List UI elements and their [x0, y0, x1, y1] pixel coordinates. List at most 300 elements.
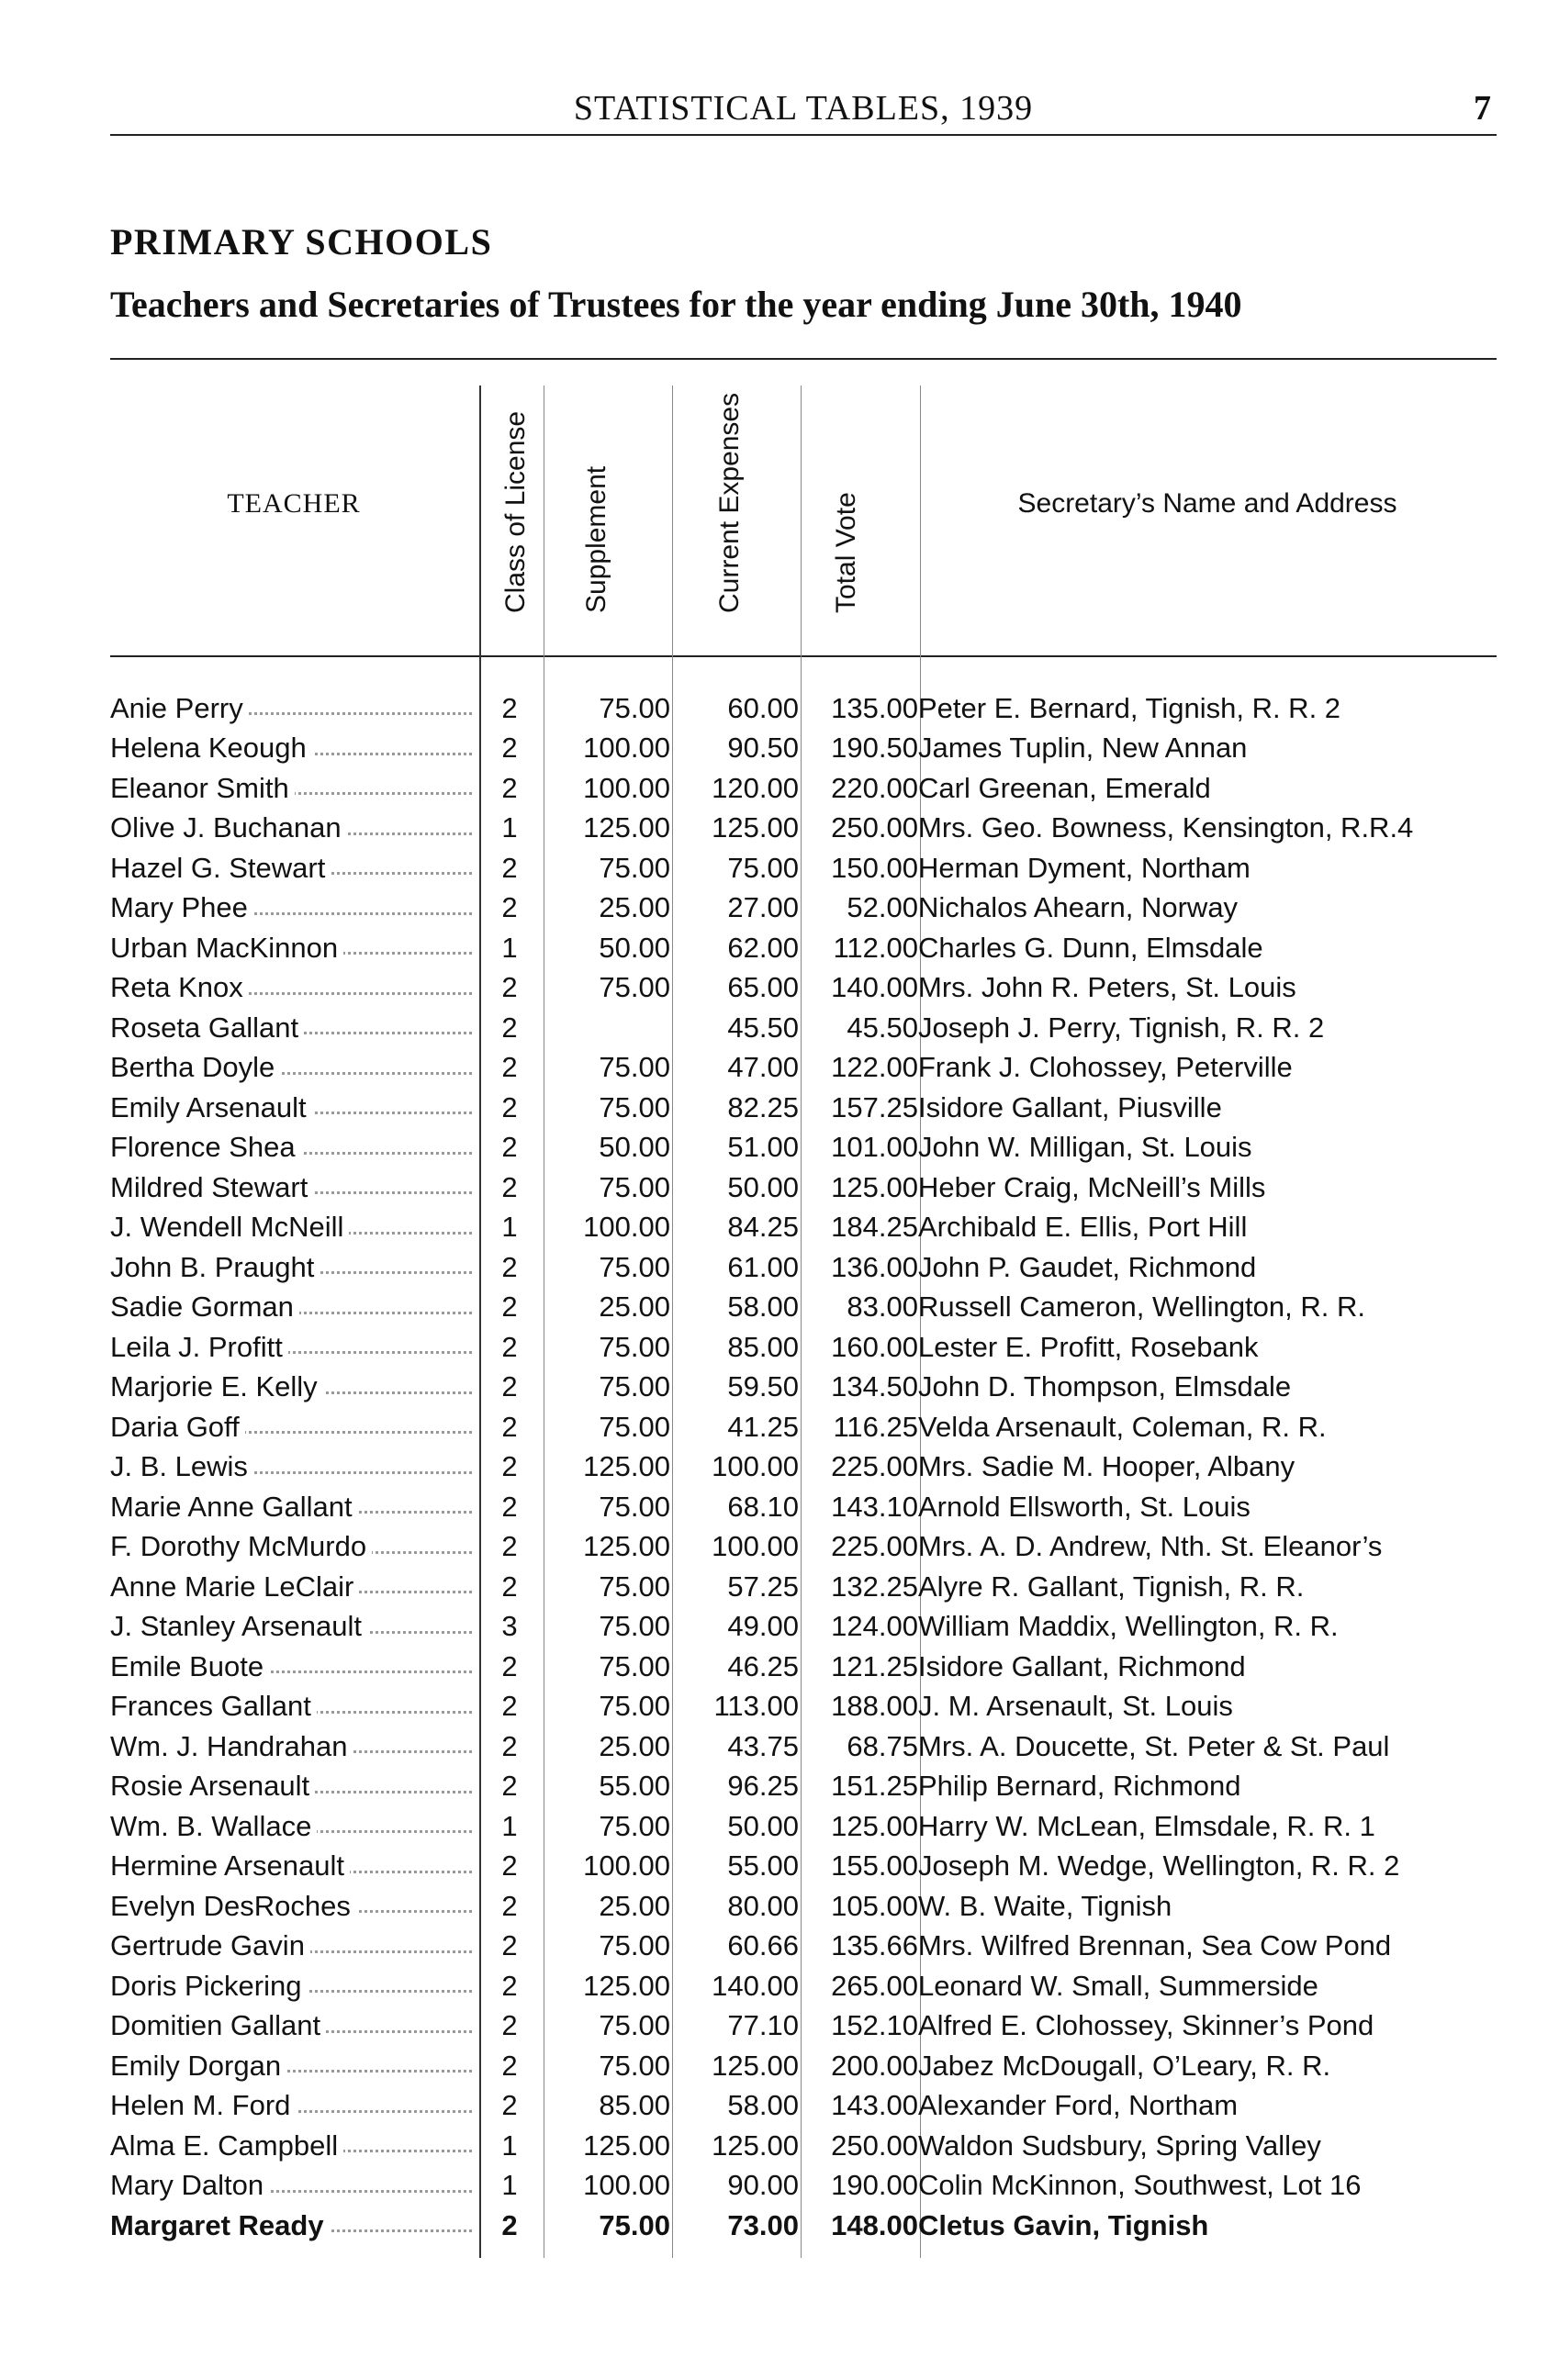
expenses-cell: 50.00: [727, 1170, 799, 1203]
class-cell: 2: [501, 1969, 518, 2002]
teacher-cell: [110, 1927, 477, 1967]
teacher-name: John B. Praught: [110, 1251, 320, 1283]
teacher-cell: [110, 1726, 477, 1767]
supplement-cell: 125.00: [583, 1450, 670, 1483]
table-row: [110, 1767, 1506, 1807]
expenses-cell: 60.00: [727, 691, 799, 724]
table-row: [110, 1687, 1506, 1727]
table-row: [110, 768, 1506, 809]
teacher-name: Marie Anne Gallant: [110, 1491, 358, 1523]
supplement-cell: 25.00: [599, 1729, 670, 1762]
expenses-cell: 68.10: [727, 1490, 799, 1523]
total-vote-cell: 132.25: [831, 1570, 918, 1603]
teacher-cell: [110, 809, 477, 849]
total-vote-cell: 225.00: [831, 1530, 918, 1563]
teacher-name: Roseta Gallant: [110, 1011, 304, 1044]
table-row: [110, 1168, 1506, 1208]
expenses-cell: 27.00: [727, 891, 799, 924]
expenses-cell: 125.00: [712, 2129, 799, 2162]
secretary-cell: W. B. Waite, Tignish: [918, 1889, 1172, 1922]
supplement-cell: 25.00: [599, 1889, 670, 1922]
secretary-cell: Mrs. John R. Peters, St. Louis: [918, 971, 1296, 1004]
teacher-cell: [110, 2206, 477, 2246]
total-vote-cell: 125.00: [831, 1809, 918, 1842]
total-vote-cell: 160.00: [831, 1330, 918, 1363]
teacher-cell: [110, 1567, 477, 1607]
class-cell: 2: [501, 1929, 518, 1962]
teacher-cell: [110, 1487, 477, 1527]
teacher-cell: [110, 1447, 477, 1488]
teacher-name: Mildred Stewart: [110, 1171, 313, 1203]
class-cell: 2: [501, 732, 518, 765]
total-vote-cell: 136.00: [831, 1250, 918, 1283]
teacher-cell: [110, 688, 477, 729]
table-row: [110, 2126, 1506, 2166]
secretary-cell: J. M. Arsenault, St. Louis: [918, 1690, 1233, 1723]
supplement-cell: 75.00: [599, 971, 670, 1004]
secretary-cell: Mrs. Sadie M. Hooper, Albany: [918, 1450, 1295, 1483]
table-row: [110, 1527, 1506, 1568]
expenses-cell: 113.00: [713, 1690, 799, 1723]
supplement-cell: 125.00: [583, 1969, 670, 2002]
total-vote-cell: 68.75: [847, 1729, 918, 1762]
teacher-name: Anne Marie LeClair: [110, 1570, 359, 1603]
secretary-cell: Mrs. Wilfred Brennan, Sea Cow Pond: [918, 1929, 1392, 1962]
expenses-cell: 57.25: [727, 1570, 799, 1603]
total-vote-cell: 122.00: [831, 1051, 918, 1084]
total-vote-cell: 143.10: [831, 1490, 918, 1523]
class-cell: 1: [501, 2129, 518, 2162]
class-cell: 2: [501, 1570, 518, 1603]
class-cell: 2: [501, 891, 518, 924]
class-cell: 2: [501, 2089, 518, 2122]
teacher-cell: [110, 1208, 477, 1248]
supplement-cell: 100.00: [583, 1849, 670, 1883]
secretary-cell: Velda Arsenault, Coleman, R. R.: [918, 1410, 1327, 1443]
teacher-name: J. Stanley Arsenault: [110, 1610, 367, 1642]
table-row: [110, 1567, 1506, 1607]
teacher-cell: [110, 1247, 477, 1288]
supplement-cell: 55.00: [599, 1770, 670, 1803]
expenses-cell: 61.00: [727, 1250, 799, 1283]
supplement-cell: 100.00: [583, 771, 670, 804]
total-vote-cell: 157.25: [831, 1090, 918, 1123]
secretary-cell: Lester E. Profitt, Rosebank: [918, 1330, 1259, 1363]
class-cell: 2: [501, 1370, 518, 1403]
secretary-cell: John W. Milligan, St. Louis: [918, 1131, 1252, 1164]
supplement-cell: 75.00: [599, 1250, 670, 1283]
supplement-cell: 75.00: [599, 1809, 670, 1842]
teacher-name: Wm. J. Handrahan: [110, 1730, 353, 1762]
table-row: [110, 1726, 1506, 1767]
teacher-cell: [110, 1048, 477, 1089]
teacher-cell: [110, 1088, 477, 1128]
expenses-cell: 50.00: [727, 1809, 799, 1842]
supplement-cell: 75.00: [599, 1570, 670, 1603]
teacher-name: Sadie Gorman: [110, 1291, 299, 1323]
expenses-cell: 75.00: [727, 851, 799, 884]
total-vote-cell: 134.50: [831, 1370, 918, 1403]
table-row: [110, 1008, 1506, 1048]
table-row: [110, 729, 1506, 769]
table-row: [110, 2166, 1506, 2207]
expenses-cell: 59.50: [727, 1370, 799, 1403]
table-row: [110, 688, 1506, 729]
teacher-cell: [110, 2046, 477, 2086]
teacher-name: J. B. Lewis: [110, 1450, 253, 1482]
secretary-cell: Frank J. Clohossey, Peterville: [918, 1051, 1293, 1084]
expenses-cell: 41.25: [727, 1410, 799, 1443]
header-class-of-license: Class of License: [500, 410, 531, 613]
teacher-cell: [110, 2166, 477, 2207]
total-vote-cell: 135.66: [831, 1929, 918, 1962]
class-cell: 1: [501, 811, 518, 844]
class-cell: 2: [501, 1410, 518, 1443]
teacher-name: Margaret Ready: [110, 2209, 330, 2241]
secretary-cell: Charles G. Dunn, Elmsdale: [918, 931, 1263, 964]
teacher-cell: [110, 928, 477, 968]
secretary-cell: Joseph M. Wedge, Wellington, R. R. 2: [918, 1849, 1400, 1883]
secretary-cell: William Maddix, Wellington, R. R.: [918, 1610, 1339, 1643]
class-cell: 1: [501, 1809, 518, 1842]
secretary-cell: Arnold Ellsworth, St. Louis: [918, 1490, 1251, 1523]
expenses-cell: 58.00: [727, 2089, 799, 2122]
teacher-cell: [110, 1327, 477, 1368]
supplement-cell: 100.00: [583, 732, 670, 765]
secretary-cell: Mrs. Geo. Bowness, Kensington, R.R.4: [918, 811, 1414, 844]
class-cell: 2: [501, 1889, 518, 1922]
total-vote-cell: 150.00: [831, 851, 918, 884]
supplement-cell: 75.00: [599, 2208, 670, 2241]
class-cell: 2: [501, 1011, 518, 1044]
teacher-cell: [110, 2086, 477, 2127]
total-vote-cell: 220.00: [831, 771, 918, 804]
table-row: [110, 928, 1506, 968]
table-row: [110, 2006, 1506, 2047]
supplement-cell: 75.00: [599, 1929, 670, 1962]
total-vote-cell: 135.00: [831, 691, 918, 724]
total-vote-cell: 112.00: [833, 931, 918, 964]
supplement-cell: 25.00: [599, 891, 670, 924]
supplement-cell: 75.00: [599, 1330, 670, 1363]
teacher-cell: [110, 1407, 477, 1447]
table-row: [110, 1647, 1506, 1687]
table-row: [110, 1886, 1506, 1927]
secretary-cell: Alfred E. Clohossey, Skinner’s Pond: [918, 2009, 1374, 2042]
class-cell: 2: [501, 2009, 518, 2042]
class-cell: 3: [501, 1610, 518, 1643]
teacher-name: Daria Goff: [110, 1411, 245, 1443]
teacher-cell: [110, 1847, 477, 1887]
supplement-cell: 75.00: [599, 1410, 670, 1443]
table-row: [110, 848, 1506, 888]
teacher-name: Florence Shea: [110, 1131, 301, 1163]
total-vote-cell: 45.50: [847, 1011, 918, 1044]
table-row: [110, 1927, 1506, 1967]
expenses-cell: 90.00: [727, 2169, 799, 2202]
expenses-cell: 60.66: [727, 1929, 799, 1962]
teacher-cell: [110, 1008, 477, 1048]
teacher-cell: [110, 1886, 477, 1927]
class-cell: 2: [501, 691, 518, 724]
supplement-cell: 125.00: [583, 2129, 670, 2162]
header-teacher: TEACHER: [227, 488, 361, 519]
header-current-expenses: Current Expenses: [714, 392, 745, 613]
table-row: [110, 1966, 1506, 2006]
table-row: [110, 968, 1506, 1009]
class-cell: 1: [501, 931, 518, 964]
teacher-name: Gertrude Gavin: [110, 1929, 310, 1961]
teacher-cell: [110, 1288, 477, 1328]
teacher-name: Olive J. Buchanan: [110, 811, 347, 844]
total-vote-cell: 148.00: [831, 2208, 918, 2241]
table-row: [110, 1128, 1506, 1168]
supplement-cell: 50.00: [599, 931, 670, 964]
table-row: [110, 1806, 1506, 1847]
teacher-name: Urban MacKinnon: [110, 932, 343, 964]
total-vote-cell: 116.25: [833, 1410, 918, 1443]
teacher-name: Marjorie E. Kelly: [110, 1370, 323, 1402]
secretary-cell: John D. Thompson, Elmsdale: [918, 1370, 1292, 1403]
expenses-cell: 140.00: [712, 1969, 799, 2002]
teacher-cell: [110, 848, 477, 888]
teacher-cell: [110, 1966, 477, 2006]
expenses-cell: 85.00: [727, 1330, 799, 1363]
teacher-name: Mary Phee: [110, 891, 253, 923]
supplement-cell: 75.00: [599, 1690, 670, 1723]
supplement-cell: 75.00: [599, 1051, 670, 1084]
supplement-cell: 85.00: [599, 2089, 670, 2122]
supplement-cell: 75.00: [599, 1170, 670, 1203]
expenses-cell: 84.25: [727, 1211, 799, 1244]
teacher-cell: [110, 1368, 477, 1408]
class-cell: 2: [501, 971, 518, 1004]
expenses-cell: 100.00: [712, 1530, 799, 1563]
teacher-cell: [110, 1128, 477, 1168]
supplement-cell: 100.00: [583, 2169, 670, 2202]
table-row: [110, 2086, 1506, 2127]
table-row: [110, 1288, 1506, 1328]
table-row: [110, 1048, 1506, 1089]
total-vote-cell: 188.00: [831, 1690, 918, 1723]
total-vote-cell: 265.00: [831, 1969, 918, 2002]
running-head: [110, 88, 1497, 136]
expenses-cell: 82.25: [727, 1090, 799, 1123]
secretary-cell: Heber Craig, McNeill’s Mills: [918, 1170, 1266, 1203]
total-vote-cell: 200.00: [831, 2049, 918, 2082]
header-total-vote: Total Vote: [831, 492, 861, 613]
expenses-cell: 77.10: [727, 2009, 799, 2042]
class-cell: 2: [501, 2208, 518, 2241]
teacher-name: Hazel G. Stewart: [110, 852, 331, 884]
expenses-cell: 62.00: [727, 931, 799, 964]
teacher-cell: [110, 2006, 477, 2047]
teacher-cell: [110, 2126, 477, 2166]
class-cell: 2: [501, 2049, 518, 2082]
table-row: [110, 1368, 1506, 1408]
expenses-cell: 125.00: [712, 811, 799, 844]
table-row: [110, 2046, 1506, 2086]
expenses-cell: 46.25: [727, 1649, 799, 1682]
class-cell: 2: [501, 1450, 518, 1483]
secretary-cell: Russell Cameron, Wellington, R. R.: [918, 1291, 1365, 1324]
secretary-cell: Carl Greenan, Emerald: [918, 771, 1211, 804]
class-cell: 2: [501, 1250, 518, 1283]
table-row: [110, 2206, 1506, 2246]
expenses-cell: 90.50: [727, 732, 799, 765]
total-vote-cell: 190.00: [831, 2169, 918, 2202]
expenses-cell: 55.00: [727, 1849, 799, 1883]
secretary-cell: Colin McKinnon, Southwest, Lot 16: [918, 2169, 1362, 2202]
running-head-title: STATISTICAL TABLES, 1939: [573, 89, 1034, 128]
supplement-cell: 75.00: [599, 1370, 670, 1403]
total-vote-cell: 225.00: [831, 1450, 918, 1483]
teacher-cell: [110, 768, 477, 809]
header-secretary: Secretary’s Name and Address: [1017, 488, 1397, 519]
total-vote-cell: 105.00: [831, 1889, 918, 1922]
teacher-cell: [110, 729, 477, 769]
total-vote-cell: 140.00: [831, 971, 918, 1004]
supplement-cell: 75.00: [599, 2049, 670, 2082]
total-vote-cell: 83.00: [847, 1291, 918, 1324]
teacher-name: J. Wendell McNeill: [110, 1211, 349, 1243]
table-row: [110, 1088, 1506, 1128]
table-row: [110, 1847, 1506, 1887]
secretary-cell: Cletus Gavin, Tignish: [918, 2208, 1209, 2241]
supplement-cell: 75.00: [599, 851, 670, 884]
expenses-cell: 45.50: [727, 1011, 799, 1044]
teacher-cell: [110, 1647, 477, 1687]
teacher-name: Emily Dorgan: [110, 2050, 286, 2082]
total-vote-cell: 143.00: [831, 2089, 918, 2122]
secretary-cell: Alyre R. Gallant, Tignish, R. R.: [918, 1570, 1305, 1603]
table-row: [110, 1327, 1506, 1368]
teacher-name: Emile Buote: [110, 1650, 269, 1682]
teacher-name: Leila J. Profitt: [110, 1331, 288, 1363]
supplement-cell: 100.00: [583, 1211, 670, 1244]
expenses-cell: 73.00: [727, 2208, 799, 2241]
class-cell: 2: [501, 1729, 518, 1762]
teacher-name: Evelyn DesRoches: [110, 1890, 356, 1922]
expenses-cell: 65.00: [727, 971, 799, 1004]
teacher-cell: [110, 1806, 477, 1847]
class-cell: 2: [501, 1649, 518, 1682]
class-cell: 2: [501, 1770, 518, 1803]
secretary-cell: Waldon Sudsbury, Spring Valley: [918, 2129, 1321, 2162]
teacher-name: Eleanor Smith: [110, 772, 295, 804]
supplement-cell: 25.00: [599, 1291, 670, 1324]
secretary-cell: Jabez McDougall, O’Leary, R. R.: [918, 2049, 1331, 2082]
class-cell: 2: [501, 1690, 518, 1723]
total-vote-cell: 124.00: [831, 1610, 918, 1643]
secretary-cell: Alexander Ford, Northam: [918, 2089, 1239, 2122]
section-title: PRIMARY SCHOOLS: [110, 221, 493, 263]
supplement-cell: [542, 1008, 670, 1048]
supplement-cell: 75.00: [599, 1649, 670, 1682]
expenses-cell: 47.00: [727, 1051, 799, 1084]
supplement-cell: 75.00: [599, 691, 670, 724]
class-cell: 2: [501, 1090, 518, 1123]
total-vote-cell: 52.00: [847, 891, 918, 924]
supplement-cell: 75.00: [599, 1610, 670, 1643]
class-cell: 2: [501, 1490, 518, 1523]
secretary-cell: Philip Bernard, Richmond: [918, 1770, 1241, 1803]
teacher-name: Helen M. Ford: [110, 2089, 296, 2121]
teacher-name: Rosie Arsenault: [110, 1770, 315, 1802]
total-vote-cell: 125.00: [831, 1170, 918, 1203]
class-cell: 2: [501, 851, 518, 884]
teacher-name: Hermine Arsenault: [110, 1849, 350, 1882]
secretary-cell: Joseph J. Perry, Tignish, R. R. 2: [918, 1011, 1325, 1044]
expenses-cell: 120.00: [712, 771, 799, 804]
class-cell: 2: [501, 771, 518, 804]
teacher-cell: [110, 1527, 477, 1568]
secretary-cell: Mrs. A. D. Andrew, Nth. St. Eleanor’s: [918, 1530, 1383, 1563]
teacher-name: Wm. B. Wallace: [110, 1810, 317, 1842]
page-number: 7: [1474, 89, 1491, 128]
total-vote-cell: 250.00: [831, 811, 918, 844]
teacher-name: Bertha Doyle: [110, 1051, 280, 1083]
total-vote-cell: 152.10: [831, 2009, 918, 2042]
teacher-name: Frances Gallant: [110, 1690, 317, 1722]
secretary-cell: Herman Dyment, Northam: [918, 851, 1251, 884]
teacher-cell: [110, 968, 477, 1009]
teacher-cell: [110, 1767, 477, 1807]
table-row: [110, 809, 1506, 849]
teacher-cell: [110, 1687, 477, 1727]
teacher-name: Alma E. Campbell: [110, 2129, 343, 2162]
class-cell: 2: [501, 1849, 518, 1883]
header-supplement: Supplement: [581, 465, 611, 613]
class-cell: 2: [501, 1330, 518, 1363]
class-cell: 2: [501, 1051, 518, 1084]
teacher-name: Doris Pickering: [110, 1970, 307, 2002]
supplement-cell: 75.00: [599, 1490, 670, 1523]
teacher-cell: [110, 888, 477, 929]
teacher-name: Mary Dalton: [110, 2169, 269, 2201]
expenses-cell: 51.00: [727, 1131, 799, 1164]
secretary-cell: Isidore Gallant, Piusville: [918, 1090, 1222, 1123]
total-vote-cell: 190.50: [831, 732, 918, 765]
class-cell: 2: [501, 1131, 518, 1164]
teacher-name: F. Dorothy McMurdo: [110, 1530, 372, 1562]
expenses-cell: 80.00: [727, 1889, 799, 1922]
secretary-cell: Archibald E. Ellis, Port Hill: [918, 1211, 1248, 1244]
teacher-cell: [110, 1168, 477, 1208]
expenses-cell: 49.00: [727, 1610, 799, 1643]
table-row: [110, 1247, 1506, 1288]
secretary-cell: James Tuplin, New Annan: [918, 732, 1248, 765]
supplement-cell: 125.00: [583, 1530, 670, 1563]
section-subtitle: Teachers and Secretaries of Trustees for the year ending June 30th, 1940: [110, 284, 1242, 325]
expenses-cell: 125.00: [712, 2049, 799, 2082]
table-row: [110, 1447, 1506, 1488]
secretary-cell: Harry W. McLean, Elmsdale, R. R. 1: [918, 1809, 1375, 1842]
expenses-cell: 100.00: [712, 1450, 799, 1483]
supplement-cell: 75.00: [599, 1090, 670, 1123]
teacher-name: Domitien Gallant: [110, 2009, 326, 2041]
table-row: [110, 1208, 1506, 1248]
secretary-cell: John P. Gaudet, Richmond: [918, 1250, 1257, 1283]
secretary-cell: Mrs. A. Doucette, St. Peter & St. Paul: [918, 1729, 1390, 1762]
class-cell: 1: [501, 2169, 518, 2202]
class-cell: 2: [501, 1170, 518, 1203]
table-row: [110, 1407, 1506, 1447]
table-row: [110, 1487, 1506, 1527]
total-vote-cell: 250.00: [831, 2129, 918, 2162]
total-vote-cell: 155.00: [831, 1849, 918, 1883]
class-cell: 2: [501, 1291, 518, 1324]
